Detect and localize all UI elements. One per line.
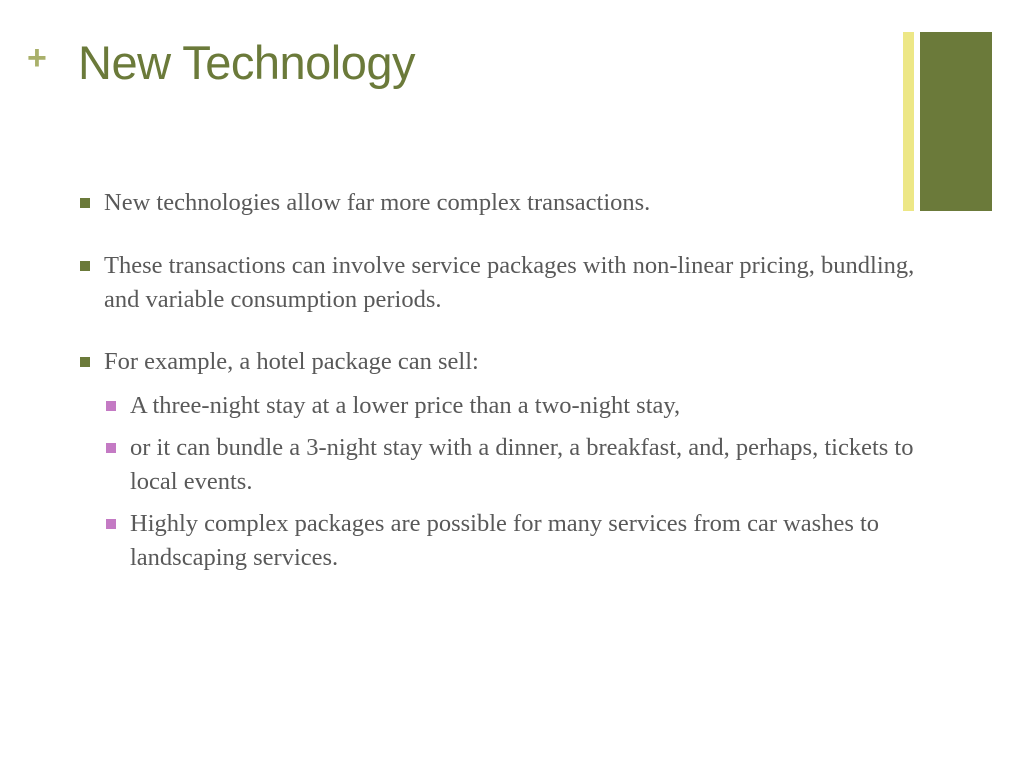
square-bullet-icon bbox=[80, 261, 90, 271]
bullet-item bbox=[104, 186, 954, 220]
accent-bar-light bbox=[903, 32, 914, 211]
square-bullet-icon bbox=[106, 519, 116, 529]
square-bullet-icon bbox=[106, 401, 116, 411]
accent-bar-dark bbox=[920, 32, 992, 211]
bullet-text: These transactions can involve service packages with non-linear pricing, bundling, and variable consumption periods. bbox=[104, 252, 915, 313]
bullet-item bbox=[104, 249, 954, 317]
sub-bullet-item bbox=[130, 507, 960, 575]
title-plus-icon: + bbox=[27, 39, 47, 77]
bullet-item bbox=[104, 345, 954, 379]
sub-bullet-text: Highly complex packages are possible for many services from car washes to landscaping services. bbox=[130, 510, 880, 571]
bullet-text: For example, a hotel package can sell: bbox=[104, 348, 479, 375]
square-bullet-icon bbox=[80, 198, 90, 208]
square-bullet-icon bbox=[80, 357, 90, 367]
slide-title: New Technology bbox=[78, 36, 416, 89]
sub-bullet-item bbox=[130, 389, 960, 423]
sub-bullet-text: or it can bundle a 3-night stay with a dinner, a breakfast, and, perhaps, tickets to local events. bbox=[130, 434, 914, 495]
sub-bullet-item bbox=[130, 431, 960, 499]
bullet-text: New technologies allow far more complex transactions. bbox=[104, 189, 651, 216]
square-bullet-icon bbox=[106, 443, 116, 453]
sub-bullet-text: A three-night stay at a lower price than a two-night stay, bbox=[130, 392, 681, 419]
